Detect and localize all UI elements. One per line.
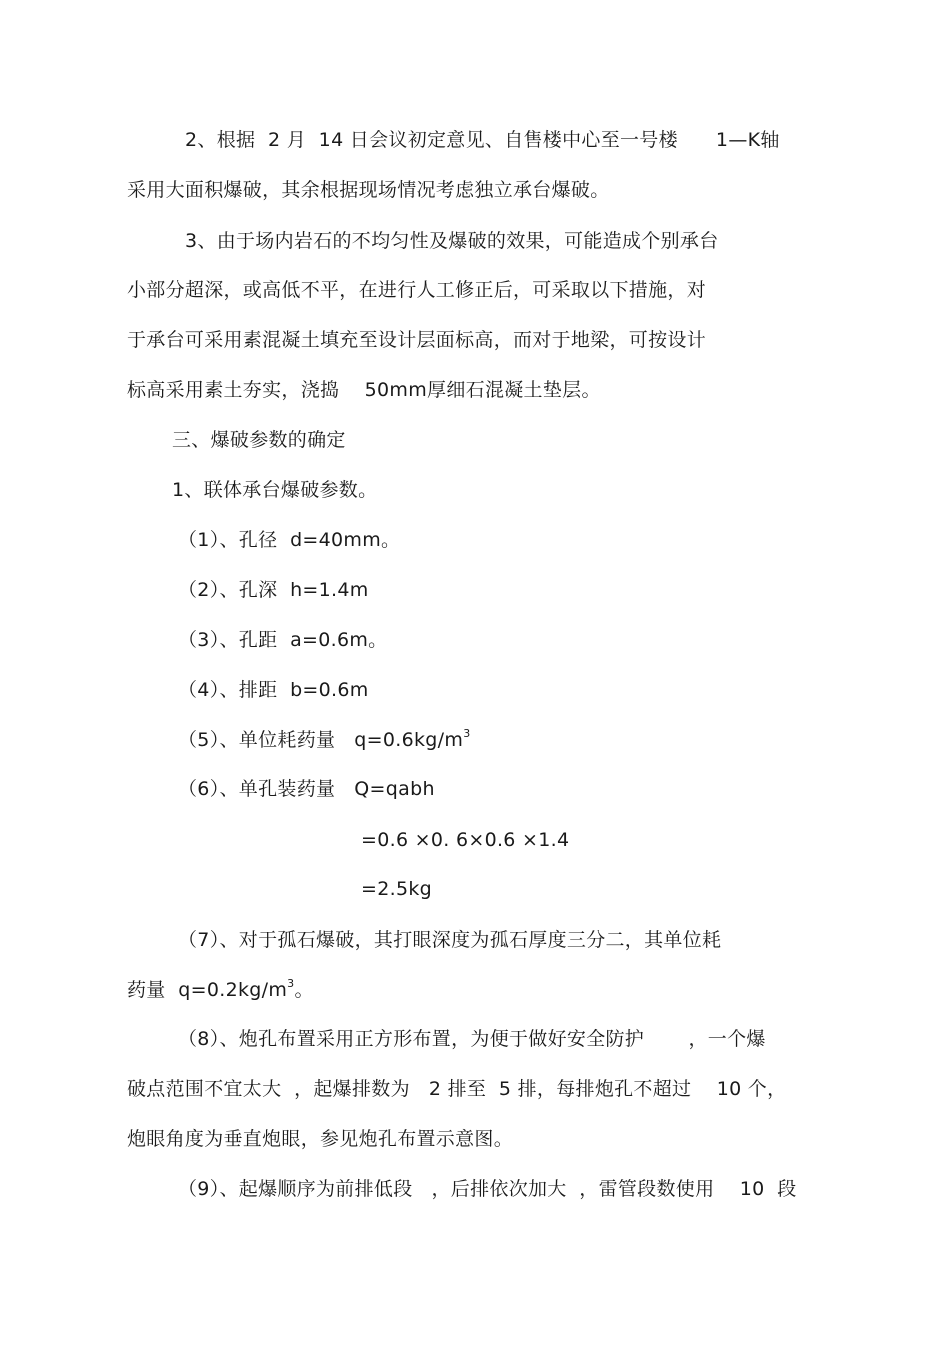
param-6: （6）、单孔装药量 Q=qabh [178, 778, 435, 800]
line-3: 3、由于场内岩石的不均匀性及爆破的效果，可能造成个别承台 [185, 230, 719, 252]
line-4: 小部分超深，或高低不平，在进行人工修正后，可采取以下措施，对 [127, 279, 707, 301]
param-8-cont-1: 破点范围不宜太大 ，起爆排数为 2 排至 5 排，每排炮孔不超过 10 个， [127, 1078, 787, 1100]
param-3: （3）、孔距 a=0.6m。 [178, 629, 388, 651]
line-5: 于承台可采用素混凝土填充至设计层面标高，而对于地梁，可按设计 [127, 329, 707, 351]
line-1: 2、根据 2 月 14 日会议初定意见、自售楼中心至一号楼 1—K轴 [185, 129, 780, 151]
param-8: （8）、炮孔布置采用正方形布置，为便于做好安全防护 ，一个爆 [178, 1028, 766, 1050]
line-2: 采用大面积爆破，其余根据现场情况考虑独立承台爆破。 [127, 179, 610, 201]
calc-line-2: =2.5kg [361, 878, 432, 900]
superscript-3: 3 [463, 727, 471, 740]
line-6: 标高采用素土夯实，浇捣 50mm厚细石混凝土垫层。 [127, 379, 601, 401]
param-4: （4）、排距 b=0.6m [178, 679, 369, 701]
subheading: 1、联体承台爆破参数。 [172, 479, 378, 501]
param-7-cont [127, 978, 314, 1002]
param-8-cont-2: 炮眼角度为垂直炮眼，参见炮孔布置示意图。 [127, 1128, 514, 1150]
param-5 [178, 728, 471, 752]
param-2: （2）、孔深 h=1.4m [178, 579, 369, 601]
param-1: （1）、孔径 d=40mm。 [178, 529, 401, 551]
period: 。 [294, 979, 314, 1001]
section-heading: 三、爆破参数的确定 [172, 429, 346, 451]
param-9: （9）、起爆顺序为前排低段 ，后排依次加大 ，雷管段数使用 10 段 [178, 1178, 797, 1200]
superscript-3b: 3 [287, 977, 295, 990]
param-7: （7）、对于孤石爆破，其打眼深度为孤石厚度三分二，其单位耗 [178, 929, 722, 951]
param-5-text: （5）、单位耗药量 q=0.6kg/m [178, 729, 464, 751]
param-7-cont-text: 药量 q=0.2kg/m [127, 979, 288, 1001]
calc-line-1: =0.6 ×0. 6×0.6 ×1.4 [361, 829, 570, 851]
